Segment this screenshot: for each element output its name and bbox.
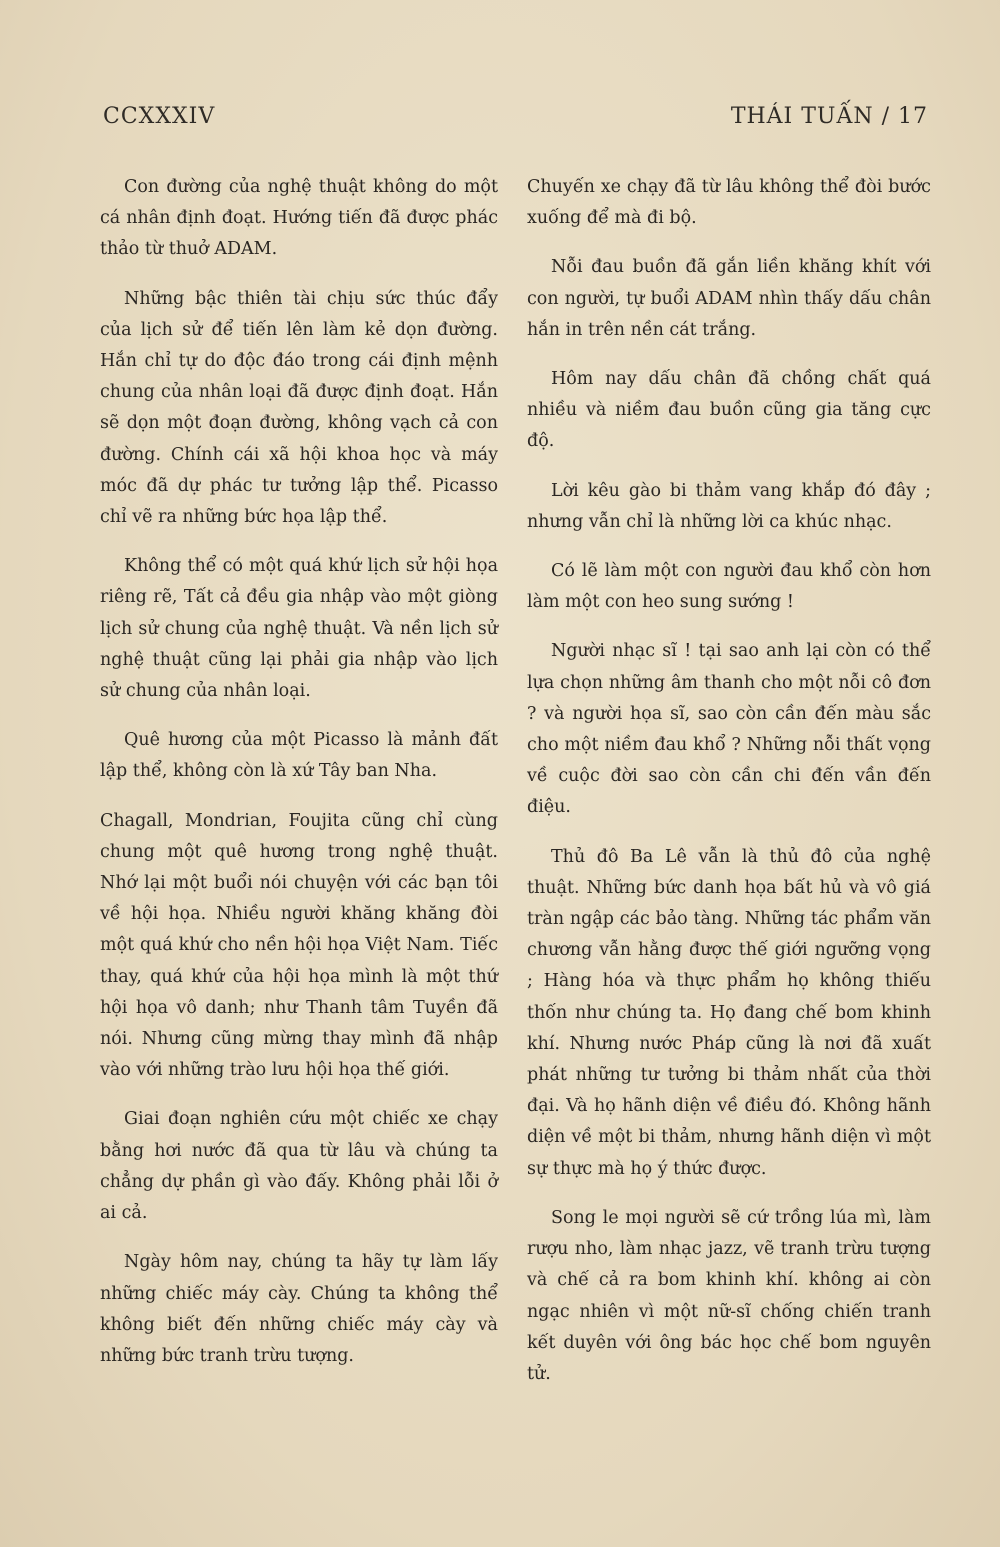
paragraph: Không thể có một quá khứ lịch sử hội họa riêng rẽ, Tất cả đều gia nhập vào một giòng lịch sử chung của nghệ thuật. Và nền lịch sử nghệ thuật cũng lại phải gia nhập vào lịch sử chung của nhân loại. <box>100 556 498 702</box>
page-header-left: CCXXXIV <box>103 104 216 129</box>
paragraph: Lời kêu gào bi thảm vang khắp đó đây ; nhưng vẫn chỉ là những lời ca khúc nhạc. <box>527 480 931 532</box>
left-text-column <box>100 172 498 1390</box>
paragraph: Người nhạc sĩ ! tại sao anh lại còn có thể lựa chọn những âm thanh cho một nỗi cô đơn ? và người họa sĩ, sao còn cần đến màu sắc cho một niềm đau khổ ? Những nỗi thất vọng về cuộc đời sao còn cần chi đến vần đến điệu. <box>527 641 931 818</box>
paragraph: Có lẽ làm một con người đau khổ còn hơn làm một con heo sung sướng ! <box>527 561 931 613</box>
paragraph: Giai đoạn nghiên cứu một chiếc xe chạy bằng hơi nước đã qua từ lâu và chúng ta chẳng dự phần gì vào đấy. Không phải lỗi ở ai cả. <box>100 1109 498 1224</box>
paragraph: Thủ đô Ba Lê vẫn là thủ đô của nghệ thuật. Những bức danh họa bất hủ và vô giá tràn ngập các bảo tàng. Những tác phẩm văn chương vẫn hằng được thế giới ngưỡng vọng ; Hàng hóa và thực phẩm họ không thiếu thốn như chúng ta. Họ đang chế bom khinh khí. Nhưng nước Pháp cũng là nơi đã xuất phát những tư tưởng bi thảm nhất của thời đại. Và họ hãnh diện về điều đó. Không hãnh diện về một bi thảm, nhưng hãnh diện vì một sự thực mà họ ý thức được. <box>527 846 931 1179</box>
paragraph: Chuyến xe chạy đã từ lâu không thể đòi bước xuống để mà đi bộ. <box>527 177 931 229</box>
paragraph: Con đường của nghệ thuật không do một cá nhân định đoạt. Hướng tiến đã được phác thảo từ thuở ADAM. <box>100 177 498 260</box>
paragraph: Ngày hôm nay, chúng ta hãy tự làm lấy những chiếc máy cày. Chúng ta không thể không biết đến những chiếc máy cày và những bức tranh trừu tượng. <box>100 1252 498 1366</box>
paragraph: Nỗi đau buồn đã gắn liền khăng khít với con người, tự buổi ADAM nhìn thấy dấu chân hắn in trên nền cát trắng. <box>527 257 931 340</box>
paragraph: Những bậc thiên tài chịu sức thúc đẩy của lịch sử để tiến lên làm kẻ dọn đường. Hắn chỉ tự do độc đáo trong cái định mệnh chung của nhân loại đã được định đoạt. Hắn sẽ dọn một đoạn đường, không vạch cả con đường. Chính cái xã hội khoa học và máy móc đã dự phác tư tưởng lập thể. Picasso chỉ vẽ ra những bức họa lập thể. <box>100 288 498 528</box>
paragraph: Chagall, Mondrian, Foujita cũng chỉ cùng chung một quê hương trong nghệ thuật. Nhớ lại một buổi nói chuyện với các bạn tôi về hội họa. Nhiều người khăng khăng đòi một quá khứ cho nền hội họa Việt Nam. Tiếc thay, quá khứ của hội họa mình là một thứ hội họa vô danh; như Thanh tâm Tuyền đã nói. Nhưng cũng mừng thay mình đã nhập vào với những trào lưu hội họa thế giới. <box>100 810 498 1081</box>
paragraph: Song le mọi người sẽ cứ trồng lúa mì, làm rượu nho, làm nhạc jazz, vẽ tranh trừu tượng và chế cả ra bom khinh khí. không ai còn ngạc nhiên vì một nữ-sĩ chống chiến tranh kết duyên với ông bác học chế bom nguyên tử. <box>527 1207 931 1384</box>
page-header-right: THÁI TUẤN / 17 <box>730 104 928 129</box>
paragraph: Hôm nay dấu chân đã chồng chất quá nhiều và niềm đau buồn cũng gia tăng cực độ. <box>527 369 931 452</box>
paragraph: Quê hương của một Picasso là mảnh đất lập thể, không còn là xứ Tây ban Nha. <box>100 730 498 782</box>
right-text-column <box>527 172 931 1408</box>
